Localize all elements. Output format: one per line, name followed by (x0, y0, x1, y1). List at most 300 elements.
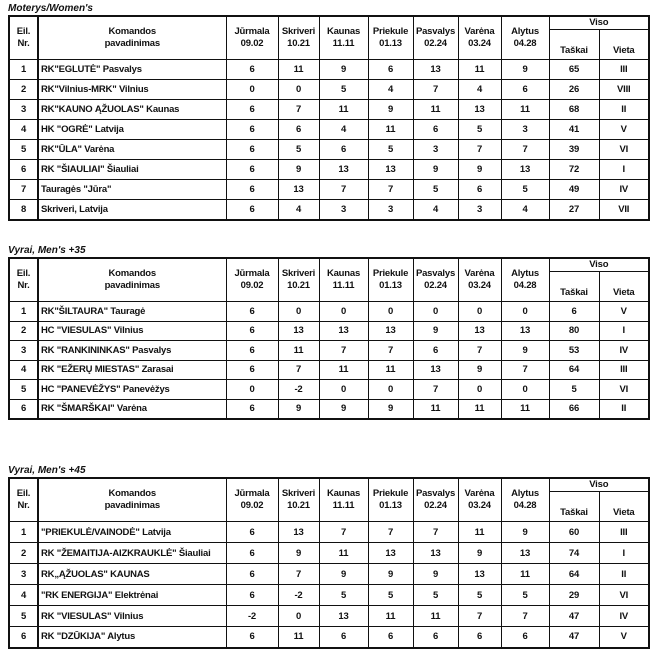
score-pasvalys: 5 (413, 180, 458, 200)
stage-date: 02.24 (424, 500, 447, 511)
stage-date: 09.02 (240, 38, 264, 49)
table-row (9, 160, 649, 180)
score-jurmala: 6 (226, 200, 278, 220)
total-points: 60 (549, 522, 599, 543)
stage-place: Alytus (511, 26, 539, 37)
final-place: I (599, 160, 649, 180)
stage-date: 03.24 (468, 38, 491, 49)
row-nr: 2 (9, 80, 38, 100)
stage-place: Varėna (464, 26, 495, 37)
score-varena: 9 (458, 160, 501, 180)
score-jurmala: 6 (226, 60, 278, 80)
total-points: 47 (549, 627, 599, 648)
team-name: HK "OGRĖ" Latvija (38, 120, 226, 140)
score-kaunas: 0 (319, 380, 368, 400)
row-nr: 1 (9, 60, 38, 80)
row-nr: 1 (9, 302, 38, 322)
score-skriveri: 9 (278, 160, 319, 180)
score-varena: 7 (458, 140, 501, 160)
table-row (9, 80, 649, 100)
header-place: Vieta (599, 30, 649, 60)
standings-table (8, 477, 650, 649)
score-alytus: 5 (501, 585, 549, 606)
score-pasvalys: 11 (413, 399, 458, 419)
score-priekule: 9 (368, 399, 413, 419)
score-priekule: 3 (368, 200, 413, 220)
header-team-line1: Komandos (108, 268, 156, 279)
score-jurmala: 6 (226, 543, 278, 564)
stage-date: 11.11 (332, 38, 355, 49)
header-nr-line1: Eil. (16, 26, 31, 37)
score-varena: 7 (458, 341, 501, 361)
stage-date: 02.24 (424, 38, 447, 49)
header-nr (9, 478, 38, 522)
header-stage (368, 258, 413, 302)
stage-place: Varėna (464, 268, 495, 279)
header-team (38, 478, 226, 522)
score-priekule: 6 (368, 60, 413, 80)
team-name: "PRIEKULĖ/VAINODĖ" Latvija (38, 522, 226, 543)
row-nr: 5 (9, 140, 38, 160)
stage-place: Priekule (372, 268, 409, 279)
table-title: Vyrai, Men's +45 (8, 465, 86, 476)
score-kaunas: 13 (319, 160, 368, 180)
final-place: VI (599, 380, 649, 400)
table-row (9, 341, 649, 361)
score-alytus: 0 (501, 380, 549, 400)
row-nr: 3 (9, 341, 38, 361)
header-nr-line2: Nr. (17, 500, 30, 511)
header-stage (501, 478, 549, 522)
header-stage (319, 258, 368, 302)
stage-place: Skriveri (281, 268, 316, 279)
score-kaunas: 9 (319, 60, 368, 80)
score-kaunas: 11 (319, 543, 368, 564)
score-jurmala: 0 (226, 380, 278, 400)
score-pasvalys: 0 (413, 302, 458, 322)
score-priekule: 7 (368, 180, 413, 200)
score-pasvalys: 11 (413, 100, 458, 120)
final-place: V (599, 120, 649, 140)
total-points: 39 (549, 140, 599, 160)
score-kaunas: 3 (319, 200, 368, 220)
table-row (9, 522, 649, 543)
total-points: 41 (549, 120, 599, 140)
standings-section-1 (8, 3, 648, 221)
score-alytus: 9 (501, 522, 549, 543)
score-alytus: 4 (501, 200, 549, 220)
stage-place: Priekule (372, 488, 409, 499)
total-points: 64 (549, 360, 599, 380)
score-pasvalys: 7 (413, 522, 458, 543)
total-points: 53 (549, 341, 599, 361)
score-pasvalys: 6 (413, 627, 458, 648)
header-total: Viso (549, 16, 649, 30)
final-place: III (599, 60, 649, 80)
score-pasvalys: 9 (413, 564, 458, 585)
score-alytus: 0 (501, 302, 549, 322)
final-place: II (599, 564, 649, 585)
score-skriveri: 9 (278, 399, 319, 419)
table-row (9, 302, 649, 322)
score-varena: 5 (458, 120, 501, 140)
score-kaunas: 11 (319, 360, 368, 380)
header-stage (226, 258, 278, 302)
score-pasvalys: 6 (413, 341, 458, 361)
header-place: Vieta (599, 492, 649, 522)
row-nr: 3 (9, 100, 38, 120)
score-priekule: 11 (368, 120, 413, 140)
stage-date: 10.21 (287, 38, 310, 49)
score-kaunas: 6 (319, 627, 368, 648)
header-total: Viso (549, 258, 649, 272)
row-nr: 5 (9, 606, 38, 627)
header-team-line2: pavadinimas (104, 500, 160, 511)
stage-date: 03.24 (468, 500, 491, 511)
header-team (38, 258, 226, 302)
score-alytus: 9 (501, 341, 549, 361)
score-jurmala: 6 (226, 341, 278, 361)
score-jurmala: 6 (226, 321, 278, 341)
score-priekule: 13 (368, 543, 413, 564)
stage-place: Pasvalys (415, 26, 456, 37)
total-points: 5 (549, 380, 599, 400)
score-varena: 6 (458, 627, 501, 648)
row-nr: 7 (9, 180, 38, 200)
score-varena: 9 (458, 543, 501, 564)
score-jurmala: -2 (226, 606, 278, 627)
stage-place: Pasvalys (415, 268, 456, 279)
score-kaunas: 7 (319, 341, 368, 361)
score-skriveri: 4 (278, 200, 319, 220)
stage-place: Jūrmala (234, 268, 270, 279)
score-jurmala: 6 (226, 100, 278, 120)
team-name: RK"KAUNO ĄŽUOLAS" Kaunas (38, 100, 226, 120)
total-points: 47 (549, 606, 599, 627)
total-points: 65 (549, 60, 599, 80)
score-kaunas: 5 (319, 80, 368, 100)
header-stage (319, 16, 368, 60)
score-skriveri: 13 (278, 321, 319, 341)
table-row (9, 627, 649, 648)
score-priekule: 5 (368, 585, 413, 606)
team-name: RK "VIESULAS" Vilnius (38, 606, 226, 627)
total-points: 27 (549, 200, 599, 220)
score-pasvalys: 7 (413, 380, 458, 400)
score-skriveri: 0 (278, 606, 319, 627)
score-varena: 5 (458, 585, 501, 606)
score-alytus: 11 (501, 100, 549, 120)
score-skriveri: -2 (278, 380, 319, 400)
score-priekule: 4 (368, 80, 413, 100)
score-skriveri: 13 (278, 522, 319, 543)
score-skriveri: 7 (278, 100, 319, 120)
score-varena: 6 (458, 180, 501, 200)
total-points: 66 (549, 399, 599, 419)
table-row (9, 585, 649, 606)
header-nr (9, 16, 38, 60)
row-nr: 2 (9, 543, 38, 564)
table-row (9, 399, 649, 419)
stage-place: Jūrmala (234, 488, 270, 499)
standings-table (8, 257, 650, 420)
score-alytus: 9 (501, 60, 549, 80)
score-priekule: 13 (368, 321, 413, 341)
team-name: RK "DZŪKIJA" Alytus (38, 627, 226, 648)
score-varena: 13 (458, 321, 501, 341)
stage-place: Pasvalys (415, 488, 456, 499)
score-priekule: 7 (368, 522, 413, 543)
header-stage (413, 258, 458, 302)
stage-date: 11.11 (332, 280, 355, 291)
score-pasvalys: 13 (413, 543, 458, 564)
score-priekule: 9 (368, 100, 413, 120)
score-pasvalys: 7 (413, 80, 458, 100)
score-skriveri: 13 (278, 180, 319, 200)
header-nr-line1: Eil. (16, 268, 31, 279)
standings-section-2 (8, 245, 648, 420)
score-skriveri: 7 (278, 564, 319, 585)
score-varena: 0 (458, 380, 501, 400)
stage-place: Skriveri (281, 488, 316, 499)
total-points: 68 (549, 100, 599, 120)
table-title: Vyrai, Men's +35 (8, 245, 86, 256)
stage-place: Kaunas (326, 268, 361, 279)
score-priekule: 13 (368, 160, 413, 180)
final-place: IV (599, 341, 649, 361)
score-pasvalys: 13 (413, 360, 458, 380)
header-points: Taškai (549, 492, 599, 522)
final-place: II (599, 399, 649, 419)
final-place: III (599, 360, 649, 380)
score-priekule: 7 (368, 341, 413, 361)
row-nr: 6 (9, 160, 38, 180)
stage-date: 09.02 (240, 280, 264, 291)
score-varena: 11 (458, 522, 501, 543)
score-priekule: 6 (368, 627, 413, 648)
score-alytus: 11 (501, 564, 549, 585)
score-varena: 0 (458, 302, 501, 322)
final-place: V (599, 627, 649, 648)
total-points: 74 (549, 543, 599, 564)
total-points: 26 (549, 80, 599, 100)
team-name: RK "ŽEMAITIJA-AIZKRAUKLĖ" Šiauliai (38, 543, 226, 564)
score-varena: 13 (458, 564, 501, 585)
final-place: IV (599, 180, 649, 200)
score-varena: 4 (458, 80, 501, 100)
score-kaunas: 5 (319, 585, 368, 606)
score-pasvalys: 6 (413, 120, 458, 140)
header-row (9, 16, 649, 30)
score-alytus: 3 (501, 120, 549, 140)
stage-date: 04.28 (513, 38, 537, 49)
team-name: RK "ŠIAULIAI" Šiauliai (38, 160, 226, 180)
score-priekule: 11 (368, 360, 413, 380)
score-pasvalys: 5 (413, 585, 458, 606)
score-jurmala: 6 (226, 302, 278, 322)
header-nr-line1: Eil. (16, 488, 31, 499)
score-priekule: 9 (368, 564, 413, 585)
header-nr-line2: Nr. (17, 280, 30, 291)
table-row (9, 360, 649, 380)
score-priekule: 0 (368, 302, 413, 322)
score-kaunas: 9 (319, 564, 368, 585)
stage-place: Priekule (372, 26, 409, 37)
score-alytus: 7 (501, 140, 549, 160)
header-stage (226, 16, 278, 60)
stage-place: Kaunas (326, 488, 361, 499)
team-name: RK"ŪLA" Varėna (38, 140, 226, 160)
stage-date: 10.21 (287, 500, 310, 511)
score-alytus: 13 (501, 321, 549, 341)
score-pasvalys: 11 (413, 606, 458, 627)
score-skriveri: 5 (278, 140, 319, 160)
score-varena: 7 (458, 606, 501, 627)
score-kaunas: 11 (319, 100, 368, 120)
team-name: RK„ĄŽUOLAS" KAUNAS (38, 564, 226, 585)
header-stage (278, 258, 319, 302)
score-kaunas: 9 (319, 399, 368, 419)
row-nr: 5 (9, 380, 38, 400)
score-priekule: 0 (368, 380, 413, 400)
score-priekule: 5 (368, 140, 413, 160)
score-skriveri: 6 (278, 120, 319, 140)
score-alytus: 7 (501, 360, 549, 380)
header-stage (501, 258, 549, 302)
total-points: 80 (549, 321, 599, 341)
table-row (9, 180, 649, 200)
score-priekule: 11 (368, 606, 413, 627)
score-skriveri: -2 (278, 585, 319, 606)
table-row (9, 140, 649, 160)
total-points: 49 (549, 180, 599, 200)
header-team-line1: Komandos (108, 26, 156, 37)
stage-date: 10.21 (287, 280, 310, 291)
final-place: VI (599, 140, 649, 160)
score-jurmala: 0 (226, 80, 278, 100)
score-kaunas: 13 (319, 321, 368, 341)
score-jurmala: 6 (226, 180, 278, 200)
header-points: Taškai (549, 30, 599, 60)
row-nr: 1 (9, 522, 38, 543)
team-name: RK"ŠILTAURA" Tauragė (38, 302, 226, 322)
team-name: RK"Vilnius-MRK" Vilnius (38, 80, 226, 100)
team-name: RK"EGLUTĖ" Pasvalys (38, 60, 226, 80)
score-jurmala: 6 (226, 585, 278, 606)
header-stage (226, 478, 278, 522)
team-name: HC "PANEVĖŽYS" Panevėžys (38, 380, 226, 400)
header-nr-line2: Nr. (17, 38, 30, 49)
total-points: 29 (549, 585, 599, 606)
standings-table (8, 15, 650, 221)
row-nr: 4 (9, 120, 38, 140)
stage-date: 02.24 (424, 280, 447, 291)
final-place: I (599, 543, 649, 564)
stage-date: 01.13 (379, 280, 402, 291)
table-row (9, 60, 649, 80)
header-points: Taškai (549, 272, 599, 302)
score-pasvalys: 13 (413, 60, 458, 80)
team-name: Tauragės "Jūra" (38, 180, 226, 200)
team-name: "RK ENERGIJA" Elektrėnai (38, 585, 226, 606)
stage-date: 01.13 (379, 500, 402, 511)
header-row (9, 258, 649, 272)
table-row (9, 380, 649, 400)
score-pasvalys: 9 (413, 160, 458, 180)
score-skriveri: 0 (278, 80, 319, 100)
final-place: VIII (599, 80, 649, 100)
table-title: Moterys/Women's (8, 3, 93, 14)
table-row (9, 100, 649, 120)
header-team-line2: pavadinimas (104, 38, 160, 49)
score-alytus: 13 (501, 160, 549, 180)
score-alytus: 6 (501, 627, 549, 648)
score-kaunas: 0 (319, 302, 368, 322)
header-nr (9, 258, 38, 302)
team-name: RK "ŠMARŠKAI" Varėna (38, 399, 226, 419)
header-stage (319, 478, 368, 522)
table-row (9, 200, 649, 220)
stage-date: 04.28 (513, 280, 537, 291)
score-jurmala: 6 (226, 120, 278, 140)
header-stage (458, 16, 501, 60)
score-varena: 13 (458, 100, 501, 120)
score-kaunas: 13 (319, 606, 368, 627)
final-place: III (599, 522, 649, 543)
table-row (9, 321, 649, 341)
table-row (9, 564, 649, 585)
standings-section-3 (8, 465, 648, 649)
stage-date: 11.11 (332, 500, 355, 511)
header-stage (278, 16, 319, 60)
score-varena: 11 (458, 60, 501, 80)
header-team (38, 16, 226, 60)
score-jurmala: 6 (226, 360, 278, 380)
score-varena: 3 (458, 200, 501, 220)
final-place: V (599, 302, 649, 322)
score-pasvalys: 9 (413, 321, 458, 341)
stage-place: Alytus (511, 268, 539, 279)
header-stage (458, 478, 501, 522)
final-place: IV (599, 606, 649, 627)
team-name: RK "EŽERŲ MIESTAS" Zarasai (38, 360, 226, 380)
header-place: Vieta (599, 272, 649, 302)
stage-date: 01.13 (379, 38, 402, 49)
score-alytus: 7 (501, 606, 549, 627)
score-skriveri: 0 (278, 302, 319, 322)
header-stage (413, 16, 458, 60)
team-name: RK "RANKININKAS" Pasvalys (38, 341, 226, 361)
final-place: VI (599, 585, 649, 606)
score-skriveri: 11 (278, 60, 319, 80)
header-stage (458, 258, 501, 302)
header-stage (501, 16, 549, 60)
total-points: 72 (549, 160, 599, 180)
stage-place: Varėna (464, 488, 495, 499)
header-stage (368, 478, 413, 522)
table-row (9, 543, 649, 564)
header-stage (413, 478, 458, 522)
score-varena: 11 (458, 399, 501, 419)
score-pasvalys: 3 (413, 140, 458, 160)
stage-place: Skriveri (281, 26, 316, 37)
score-jurmala: 6 (226, 627, 278, 648)
row-nr: 6 (9, 399, 38, 419)
row-nr: 3 (9, 564, 38, 585)
score-pasvalys: 4 (413, 200, 458, 220)
header-row (9, 478, 649, 492)
final-place: VII (599, 200, 649, 220)
